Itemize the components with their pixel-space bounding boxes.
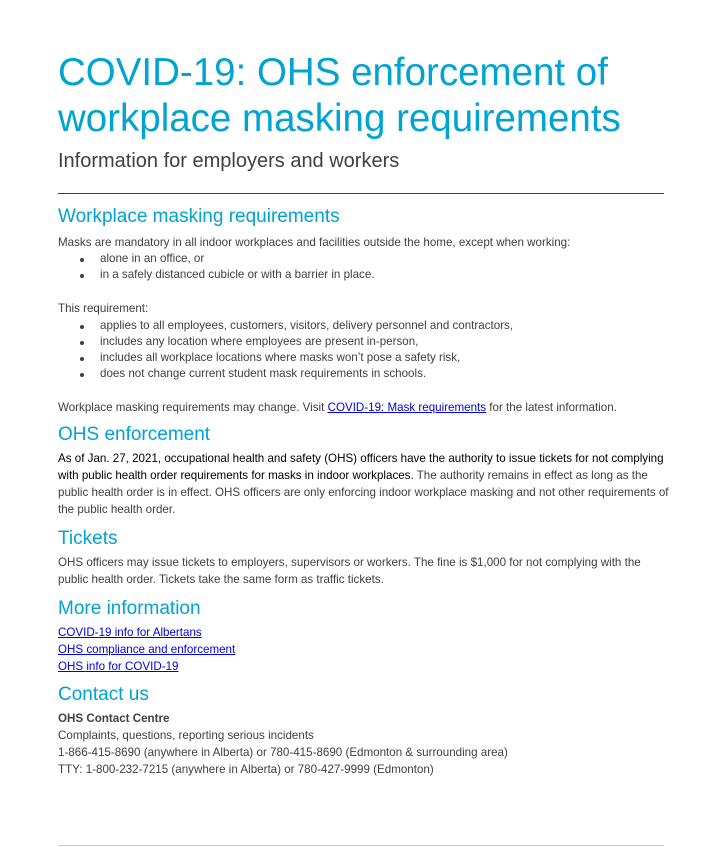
requirement-list bbox=[58, 318, 670, 382]
enforcement-rest: The authority remains in effect as long as the public health order is in effect. OHS officers are only enforcing indoor workplace masking and not other requirements of the public health order. bbox=[58, 469, 669, 516]
exception-list bbox=[58, 251, 670, 283]
change-note-text-end: for the latest information. bbox=[486, 401, 617, 414]
ohs-compliance-link[interactable]: OHS compliance and enforcement bbox=[58, 643, 236, 656]
covid-info-link[interactable]: COVID-19 info for Albertans bbox=[58, 626, 202, 639]
enforcement-text bbox=[58, 450, 670, 518]
contact-tty: TTY: 1-800-232-7215 (anywhere in Alberta) or 780-427-9999 (Edmonton) bbox=[58, 763, 434, 776]
list-item: includes all workplace locations where masks won’t pose a safety risk, bbox=[100, 350, 670, 366]
page-title: COVID-19: OHS enforcement of workplace masking requirements bbox=[58, 51, 621, 140]
list-item: does not change current student mask requirements in schools. bbox=[100, 366, 670, 382]
section-tickets bbox=[58, 527, 670, 588]
masking-change-note bbox=[58, 399, 670, 416]
contact-centre: OHS Contact Centre bbox=[58, 712, 170, 725]
section-enforcement bbox=[58, 423, 670, 518]
enforcement-heading: OHS enforcement bbox=[58, 424, 211, 445]
list-item: alone in an office, or bbox=[100, 251, 670, 267]
requirement-label: This requirement: bbox=[58, 302, 149, 315]
masking-intro: Masks are mandatory in all indoor workplaces and facilities outside the home, except when working: bbox=[58, 236, 571, 249]
masking-heading: Workplace masking requirements bbox=[58, 206, 340, 227]
ohs-covid-link[interactable]: OHS info for COVID-19 bbox=[58, 660, 179, 673]
list-item: includes any location where employees are present in-person, bbox=[100, 334, 670, 350]
more-info-heading: More information bbox=[58, 598, 201, 619]
enforcement-emphasis: As of Jan. 27, 2021, occupational health and safety (OHS) officers have the authority to issue tickets for not complying with public health order requirements for masks in indoor workplaces. bbox=[58, 452, 664, 482]
list-item: applies to all employees, customers, visitors, delivery personnel and contractors, bbox=[100, 318, 670, 334]
section-contact bbox=[58, 683, 670, 778]
title-divider bbox=[58, 193, 664, 194]
section-masking bbox=[58, 205, 670, 416]
contact-heading: Contact us bbox=[58, 684, 149, 705]
list-item: in a safely distanced cubicle or with a barrier in place. bbox=[100, 267, 670, 283]
tickets-heading: Tickets bbox=[58, 528, 118, 549]
contact-phone: 1-866-415-8690 (anywhere in Alberta) or 780-415-8690 (Edmonton & surrounding area) bbox=[58, 746, 508, 759]
tickets-text: OHS officers may issue tickets to employers, supervisors or workers. The fine is $1,000 for not complying with the public health order. Tickets take the same form as traffic tickets. bbox=[58, 556, 641, 586]
section-more-info bbox=[58, 597, 670, 675]
footer-divider bbox=[58, 845, 664, 846]
contact-purpose: Complaints, questions, reporting serious incidents bbox=[58, 729, 314, 742]
change-note-text: Workplace masking requirements may change. Visit bbox=[58, 401, 328, 414]
more-info-links bbox=[58, 624, 670, 675]
mask-requirements-link[interactable]: COVID-19: Mask requirements bbox=[327, 401, 487, 414]
document-body bbox=[58, 205, 670, 778]
page-subtitle: Information for employers and workers bbox=[58, 150, 400, 172]
